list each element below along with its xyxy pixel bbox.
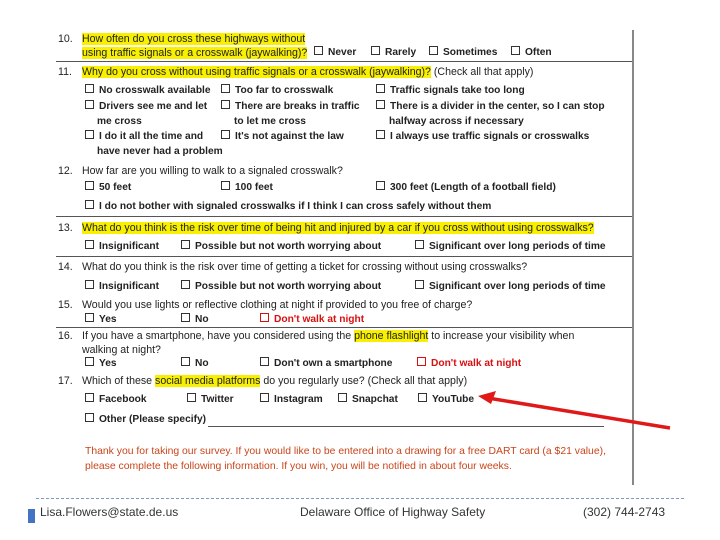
q14-question: 14. What do you think is the risk over time of getting a ticket for crossing without using crosswalks? bbox=[58, 261, 528, 273]
q17-option-snapchat[interactable]: Snapchat bbox=[338, 393, 398, 407]
q13-option-insignificant[interactable]: Insignificant bbox=[85, 240, 159, 254]
checkbox-icon[interactable] bbox=[85, 130, 94, 139]
section-divider bbox=[56, 216, 634, 217]
checkbox-icon[interactable] bbox=[181, 280, 190, 289]
checkbox-icon[interactable] bbox=[376, 181, 385, 190]
checkbox-icon[interactable] bbox=[376, 100, 385, 109]
q17-option-other[interactable]: Other (Please specify) bbox=[85, 413, 206, 427]
q11-option-drivers-see-me-line2: me cross bbox=[97, 116, 142, 127]
q11-option-always-use-signals[interactable]: I always use traffic signals or crosswalks bbox=[376, 130, 589, 144]
q10-option-never[interactable]: Never bbox=[314, 46, 356, 60]
q16-question: 16. If you have a smartphone, have you considered using the phone flashlight to increase your visibility when bbox=[58, 330, 575, 342]
checkbox-icon[interactable] bbox=[187, 393, 196, 402]
section-divider bbox=[56, 61, 634, 62]
q10-option-rarely[interactable]: Rarely bbox=[371, 46, 416, 60]
q10-option-often[interactable]: Often bbox=[511, 46, 552, 60]
checkbox-icon[interactable] bbox=[85, 357, 94, 366]
checkbox-icon[interactable] bbox=[415, 240, 424, 249]
q13-option-significant[interactable]: Significant over long periods of time bbox=[415, 240, 606, 254]
thank-you-message: Thank you for taking our survey. If you would like to be entered into a drawing for a free DART card (a $21 value), please complete the following information. If you win, you will be notified in about four weeks. bbox=[85, 446, 606, 472]
q11-option-do-it-all-the-time[interactable]: I do it all the time and bbox=[85, 130, 203, 144]
q11-option-no-crosswalk[interactable]: No crosswalk available bbox=[85, 84, 211, 98]
q14-option-significant[interactable]: Significant over long periods of time bbox=[415, 280, 606, 294]
checkbox-icon[interactable] bbox=[85, 240, 94, 249]
q16-option-dont-walk-at-night[interactable]: Don't walk at night bbox=[417, 357, 521, 371]
checkbox-icon[interactable] bbox=[85, 100, 94, 109]
q16-option-no[interactable]: No bbox=[181, 357, 209, 371]
checkbox-icon[interactable] bbox=[376, 130, 385, 139]
q11-option-divider-in-center[interactable]: There is a divider in the center, so I can stop bbox=[376, 100, 605, 114]
q15-question: 15. Would you use lights or reflective clothing at night if provided to you free of charge? bbox=[58, 299, 473, 311]
q16-question-line2: walking at night? bbox=[82, 344, 161, 356]
q17-option-twitter[interactable]: Twitter bbox=[187, 393, 234, 407]
q16-option-yes[interactable]: Yes bbox=[85, 357, 117, 371]
footer-marker bbox=[28, 509, 35, 523]
arrow-head bbox=[478, 391, 496, 404]
checkbox-icon[interactable] bbox=[511, 46, 520, 55]
q11-option-not-against-law[interactable]: It's not against the law bbox=[221, 130, 344, 144]
checkbox-icon[interactable] bbox=[221, 100, 230, 109]
q16-option-no-smartphone[interactable]: Don't own a smartphone bbox=[260, 357, 392, 371]
q17-option-youtube[interactable]: YouTube bbox=[418, 393, 474, 407]
q12-option-do-not-bother[interactable]: I do not bother with signaled crosswalks if I think I can cross safely without them bbox=[85, 200, 491, 214]
section-divider bbox=[56, 327, 634, 328]
checkbox-icon[interactable] bbox=[85, 313, 94, 322]
q11-question: 11. Why do you cross without using traffic signals or a crosswalk (jaywalking)? (Check all that apply) bbox=[58, 66, 534, 78]
checkbox-icon[interactable] bbox=[221, 84, 230, 93]
checkbox-icon[interactable] bbox=[415, 280, 424, 289]
checkbox-icon[interactable] bbox=[85, 84, 94, 93]
q17-question: 17. Which of these social media platforms do you regularly use? (Check all that apply) bbox=[58, 375, 468, 387]
q12-question: 12. How far are you willing to walk to a signaled crosswalk? bbox=[58, 165, 343, 177]
q10-question-line2: using traffic signals or a crosswalk (jaywalking)? bbox=[82, 47, 308, 59]
q12-option-100-feet[interactable]: 100 feet bbox=[221, 181, 273, 195]
footer-email: Lisa.Flowers@state.de.us bbox=[40, 505, 179, 519]
q15-option-no[interactable]: No bbox=[181, 313, 209, 327]
footer-divider bbox=[36, 498, 684, 499]
q10-option-sometimes[interactable]: Sometimes bbox=[429, 46, 497, 60]
q14-option-insignificant[interactable]: Insignificant bbox=[85, 280, 159, 294]
q15-option-yes[interactable]: Yes bbox=[85, 313, 117, 327]
q11-option-do-it-all-the-time-line2: have never had a problem bbox=[97, 146, 223, 157]
checkbox-icon[interactable] bbox=[85, 413, 94, 422]
q14-option-possible[interactable]: Possible but not worth worrying about bbox=[181, 280, 381, 294]
checkbox-icon[interactable] bbox=[221, 130, 230, 139]
q11-option-signals-too-long[interactable]: Traffic signals take too long bbox=[376, 84, 525, 98]
q11-option-drivers-see-me[interactable]: Drivers see me and let bbox=[85, 100, 207, 114]
q15-option-dont-walk-at-night[interactable]: Don't walk at night bbox=[260, 313, 364, 327]
q11-option-breaks-in-traffic-line2: to let me cross bbox=[234, 116, 306, 127]
q17-option-instagram[interactable]: Instagram bbox=[260, 393, 323, 407]
q10-question: 10. How often do you cross these highways without bbox=[58, 33, 306, 45]
q17-option-facebook[interactable]: Facebook bbox=[85, 393, 147, 407]
q12-option-300-feet[interactable]: 300 feet (Length of a football field) bbox=[376, 181, 556, 195]
checkbox-icon[interactable] bbox=[314, 46, 323, 55]
footer-organization: Delaware Office of Highway Safety bbox=[300, 505, 486, 519]
checkbox-icon[interactable] bbox=[418, 393, 427, 402]
red-arrow-icon bbox=[474, 389, 674, 433]
checkbox-icon[interactable] bbox=[371, 46, 380, 55]
q13-question: 13. What do you think is the risk over time of being hit and injured by a car if you cross without using crosswalks? bbox=[58, 222, 594, 234]
q11-option-divider-in-center-line2: halfway across if necessary bbox=[389, 116, 524, 127]
checkbox-icon[interactable] bbox=[181, 313, 190, 322]
checkbox-icon[interactable] bbox=[260, 313, 269, 322]
checkbox-icon[interactable] bbox=[85, 181, 94, 190]
q13-option-possible[interactable]: Possible but not worth worrying about bbox=[181, 240, 381, 254]
checkbox-icon[interactable] bbox=[181, 240, 190, 249]
arrow-shaft bbox=[488, 398, 670, 428]
footer-phone: (302) 744-2743 bbox=[583, 505, 666, 519]
checkbox-icon[interactable] bbox=[85, 393, 94, 402]
checkbox-icon[interactable] bbox=[85, 280, 94, 289]
checkbox-icon[interactable] bbox=[338, 393, 347, 402]
checkbox-icon[interactable] bbox=[260, 393, 269, 402]
checkbox-icon[interactable] bbox=[376, 84, 385, 93]
checkbox-icon[interactable] bbox=[260, 357, 269, 366]
checkbox-icon[interactable] bbox=[181, 357, 190, 366]
checkbox-icon[interactable] bbox=[429, 46, 438, 55]
checkbox-icon[interactable] bbox=[221, 181, 230, 190]
checkbox-icon[interactable] bbox=[85, 200, 94, 209]
q12-option-50-feet[interactable]: 50 feet bbox=[85, 181, 131, 195]
checkbox-icon[interactable] bbox=[417, 357, 426, 366]
q11-option-breaks-in-traffic[interactable]: There are breaks in traffic bbox=[221, 100, 360, 114]
section-divider bbox=[56, 256, 634, 257]
q11-option-too-far[interactable]: Too far to crosswalk bbox=[221, 84, 333, 98]
